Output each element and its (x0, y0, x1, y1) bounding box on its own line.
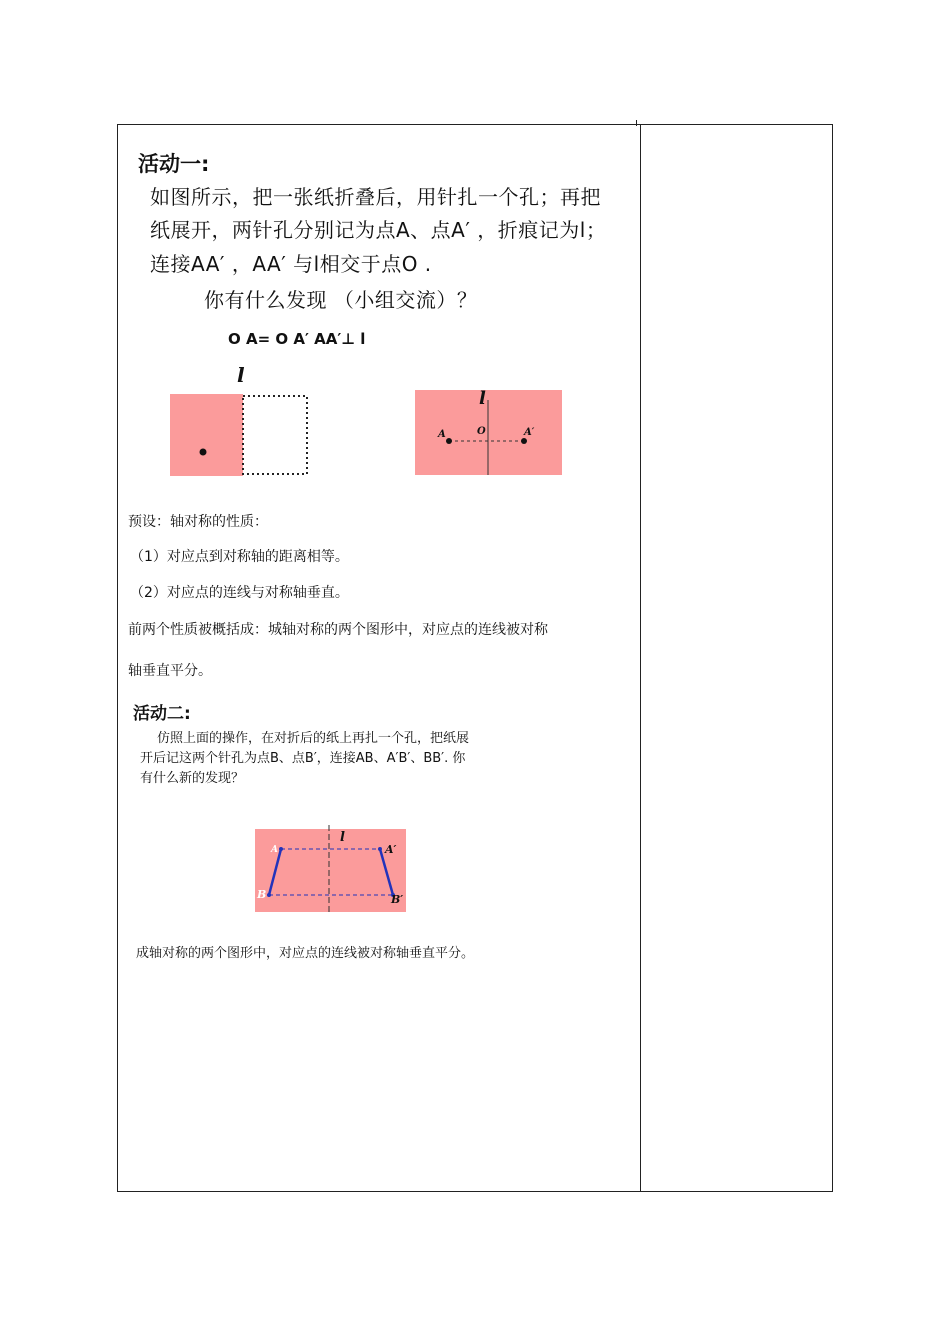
figure3-label-a-prime: A′ (385, 843, 397, 856)
activity2-para-line2: 开后记这两个针孔为点B、点B′，连接AB、A′B′、BB′. 你 (140, 751, 466, 766)
activity1-para-line2: 纸展开，两针孔分别记为点A、点A′ ，折痕记为l； (150, 218, 607, 242)
figure1-folded-paper (150, 360, 330, 485)
figure3-label-b: B (257, 888, 267, 901)
figure2-label-a-prime: A′ (524, 427, 535, 438)
figure3-point-b (267, 893, 271, 897)
figure2-label-a: A (438, 429, 446, 440)
preset-summary-line2: 轴垂直平分。 (128, 663, 212, 679)
preset-item2: （2）对应点的连线与对称轴垂直。 (130, 585, 349, 601)
preset-summary-line1: 前两个性质被概括成：城轴对称的两个图形中，对应点的连线被对称 (128, 622, 548, 638)
activity1-heading: 活动一: (138, 152, 210, 176)
activity1-answer: O A= O A′ AA′⊥ l (228, 330, 366, 348)
activity1-para-line1: 如图所示，把一张纸折叠后，用针扎一个孔；再把 (150, 185, 601, 209)
figure1-paper-filled (170, 394, 243, 476)
figure3-paper (255, 829, 406, 912)
activity1-para-line3: 连接AA′ ，AA′ 与l相交于点O . (150, 252, 432, 276)
figure3-symmetric-quadrilateral (254, 825, 409, 915)
figure3-point-a (279, 847, 283, 851)
figure2-label-o: O (477, 426, 486, 437)
figure2-point-a (446, 438, 452, 444)
figure3-point-a-prime (378, 847, 382, 851)
activity1-question: 你有什么发现 （小组交流）？ (204, 288, 478, 312)
preset-item1: （1）对应点到对称轴的距离相等。 (130, 549, 349, 565)
figure3-label-b-prime: B′ (391, 893, 404, 906)
activity2-heading: 活动二: (133, 704, 191, 724)
figure2-unfolded-paper (414, 382, 564, 477)
figure3-axis-label: l (340, 830, 345, 845)
column-divider (640, 124, 641, 1192)
figure1-pin-hole (200, 449, 207, 456)
activity2-para-line1: 仿照上面的操作，在对折后的纸上再扎一个孔，把纸展 (157, 731, 470, 746)
preset-title: 预设：轴对称的性质： (128, 514, 268, 530)
activity2-para-line3: 有什么新的发现？ (140, 771, 245, 786)
figure3-label-a: A (271, 845, 278, 855)
figure1-paper-outline (243, 396, 307, 474)
activity2-conclusion: 成轴对称的两个图形中，对应点的连线被对称轴垂直平分。 (136, 946, 475, 961)
cell-corner-mark (636, 120, 637, 126)
figure2-point-a-prime (521, 438, 527, 444)
figure1-fold-label: l (237, 363, 245, 387)
figure2-axis-label: l (479, 388, 486, 409)
